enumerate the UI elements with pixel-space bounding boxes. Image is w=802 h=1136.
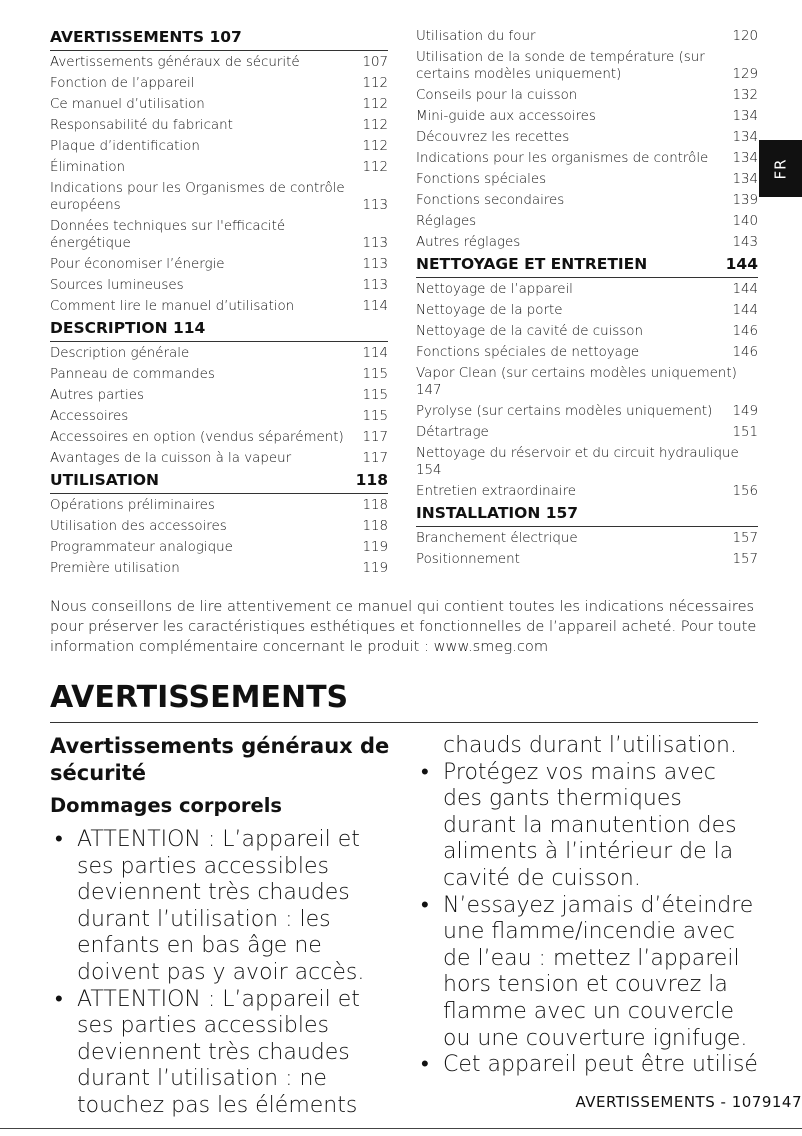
toc-section-heading[interactable] — [50, 471, 388, 494]
toc-entry[interactable] — [50, 298, 388, 315]
toc-entry-title: Avertissements généraux de sécurité — [50, 55, 300, 70]
toc-entry-title: Indications pour les Organismes de contrôle européens — [50, 181, 345, 213]
toc-entry[interactable] — [416, 551, 758, 568]
toc-entry-page: 134 — [732, 172, 758, 187]
toc-entry[interactable] — [50, 366, 388, 383]
toc-entry[interactable] — [50, 138, 388, 155]
toc-entry-page: 113 — [362, 198, 388, 213]
toc-entry-page: 144 — [732, 303, 758, 318]
warning-item: • Protégez vos mains avec des gants thermiques durant la manutention des aliments à l’intérieur de la cavité de cuisson. — [416, 760, 761, 893]
toc-section-heading[interactable] — [416, 504, 758, 527]
toc-entry-title: Indications pour les organismes de contrôle — [416, 151, 709, 166]
page-footer: AVERTISSEMENTS - 1079147 — [575, 1093, 802, 1111]
toc-entry-page: 112 — [362, 118, 388, 133]
toc-entry-page: 115 — [362, 367, 388, 382]
toc-entry-page: 112 — [362, 160, 388, 175]
toc-entry-page: 144 — [732, 282, 758, 297]
toc-entry-page: 129 — [732, 67, 758, 82]
toc-section-heading[interactable] — [416, 255, 758, 278]
language-tab-label: FR — [771, 157, 790, 180]
toc-entry-page: 132 — [732, 88, 758, 103]
toc-entry-page: 112 — [362, 139, 388, 154]
toc-entry-title: Utilisation du four — [416, 29, 536, 44]
toc-entry-title: Opérations préliminaires — [50, 498, 215, 513]
toc-entry[interactable] — [50, 180, 388, 214]
toc-entry-page: 119 — [362, 561, 388, 576]
bottom-divider — [0, 1128, 802, 1129]
toc-entry-page: 140 — [732, 214, 758, 229]
toc-entry-title: Accessoires en option (vendus séparément) — [50, 430, 344, 445]
toc-entry[interactable] — [50, 345, 388, 362]
toc-entry[interactable] — [416, 213, 758, 230]
toc-entry-page: 115 — [362, 388, 388, 403]
toc-section-heading[interactable] — [50, 28, 388, 51]
toc-entry-title: Panneau de commandes — [50, 367, 215, 382]
toc-entry-page: 149 — [732, 404, 758, 419]
toc-entry-title: Pour économiser l’énergie — [50, 257, 225, 272]
toc-entry[interactable] — [416, 302, 758, 319]
toc-entry-title: Utilisation de la sonde de température (sur certains modèles uniquement) — [416, 50, 705, 82]
toc-entry[interactable] — [416, 403, 758, 420]
toc-entry[interactable] — [416, 530, 758, 547]
toc-entry[interactable] — [416, 129, 758, 146]
toc-entry[interactable] — [50, 408, 388, 425]
toc-entry[interactable] — [50, 159, 388, 176]
toc-entry[interactable] — [50, 497, 388, 514]
toc-entry[interactable] — [50, 429, 388, 446]
toc-entry[interactable] — [50, 450, 388, 467]
toc-entry[interactable] — [50, 96, 388, 113]
toc-entry-page: 113 — [362, 257, 388, 272]
toc-section-title: AVERTISSEMENTS 107 — [50, 28, 242, 46]
intro-paragraph: Nous conseillons de lire attentivement ce manuel qui contient toutes les indications nécessaires pour préserver les caractéristiques esthétiques et fonctionnelles de l’appareil acheté. Pour toute information complémentaire concernant le produit : www.smeg.com — [50, 598, 757, 655]
warning-continuation: chauds durant l’utilisation. — [443, 733, 737, 758]
toc-entry[interactable] — [416, 483, 758, 500]
toc-entry-page: 115 — [362, 409, 388, 424]
toc-entry-title: Pyrolyse (sur certains modèles uniquement) — [416, 404, 713, 419]
toc-entry[interactable] — [416, 87, 758, 104]
toc-entry[interactable] — [416, 192, 758, 209]
toc-entry-title: Nettoyage de l’appareil — [416, 282, 573, 297]
toc-section-title: NETTOYAGE ET ENTRETIEN — [416, 255, 648, 273]
toc-entry-page: 143 — [732, 235, 758, 250]
language-tab — [759, 140, 802, 197]
section-heading: Avertissements généraux de sécurité — [50, 734, 390, 785]
toc-entry-title: Détartrage — [416, 425, 489, 440]
toc-entry-title: Accessoires — [50, 409, 129, 424]
toc-entry-page: 146 — [732, 324, 758, 339]
toc-entry-page: 119 — [362, 540, 388, 555]
toc-entry-title: Sources lumineuses — [50, 278, 184, 293]
toc-entry-title: Nettoyage du réservoir et du circuit hydraulique — [416, 446, 739, 461]
subsection-heading: Dommages corporels — [50, 794, 283, 817]
toc-section-page: 118 — [355, 471, 388, 489]
toc-entry-page: 117 — [362, 430, 388, 445]
toc-entry-title: Réglages — [416, 214, 477, 229]
toc-entry[interactable] — [50, 117, 388, 134]
toc-entry-page: 139 — [732, 193, 758, 208]
toc-section-heading[interactable] — [50, 319, 388, 342]
toc-entry-page: 154 — [416, 463, 442, 478]
toc-entry[interactable] — [416, 28, 758, 45]
toc-left-column — [50, 28, 388, 581]
toc-right-column — [416, 28, 758, 572]
toc-entry[interactable] — [416, 108, 758, 125]
toc-entry-page: 151 — [732, 425, 758, 440]
toc-section-title: DESCRIPTION 114 — [50, 319, 206, 337]
toc-entry-title: Entretien extraordinaire — [416, 484, 577, 499]
toc-entry[interactable] — [416, 365, 758, 399]
toc-entry-page: 118 — [362, 498, 388, 513]
toc-entry[interactable] — [416, 150, 758, 167]
toc-entry-title: Première utilisation — [50, 561, 180, 576]
toc-section-title: INSTALLATION 157 — [416, 504, 579, 522]
toc-entry[interactable] — [50, 75, 388, 92]
toc-entry-title: Vapor Clean (sur certains modèles uniquement) — [416, 366, 737, 381]
toc-entry-title: Mini-guide aux accessoires — [416, 109, 596, 124]
toc-entry[interactable] — [50, 256, 388, 273]
toc-entry-title: Programmateur analogique — [50, 540, 233, 555]
toc-entry[interactable] — [50, 54, 388, 71]
toc-entry-title: Description générale — [50, 346, 190, 361]
toc-entry-page: 118 — [362, 519, 388, 534]
toc-entry[interactable] — [50, 539, 388, 556]
warning-list — [50, 827, 395, 1120]
toc-entry-page: 134 — [732, 109, 758, 124]
toc-entry[interactable] — [416, 281, 758, 298]
toc-entry-title: Utilisation des accessoires — [50, 519, 227, 534]
toc-section-page: 144 — [725, 255, 758, 273]
toc-entry-page: 157 — [732, 552, 758, 567]
toc-entry-title: Autres parties — [50, 388, 144, 403]
toc-entry-page: 112 — [362, 97, 388, 112]
toc-entry-title: Branchement électrique — [416, 531, 578, 546]
toc-entry-page: 113 — [362, 236, 388, 251]
page-title: AVERTISSEMENTS — [50, 680, 758, 723]
toc-entry-page: 147 — [416, 383, 442, 398]
toc-entry[interactable] — [50, 518, 388, 535]
toc-entry-page: 107 — [362, 55, 388, 70]
toc-entry-title: Fonctions spéciales — [416, 172, 547, 187]
toc-entry-page: 114 — [362, 346, 388, 361]
warning-item: • Cet appareil peut être utilisé — [416, 1052, 761, 1079]
toc-entry-page: 134 — [732, 151, 758, 166]
toc-entry-page: 113 — [362, 278, 388, 293]
toc-entry[interactable] — [416, 424, 758, 441]
toc-entry-title: Données techniques sur l'efficacité énergétique — [50, 219, 286, 251]
toc-entry-title: Ce manuel d’utilisation — [50, 97, 205, 112]
toc-entry-page: 156 — [732, 484, 758, 499]
toc-entry-title: Fonction de l’appareil — [50, 76, 195, 91]
toc-entry-page: 146 — [732, 345, 758, 360]
toc-entry-page: 120 — [732, 29, 758, 44]
toc-entry[interactable] — [50, 277, 388, 294]
toc-entry-title: Nettoyage de la porte — [416, 303, 563, 318]
toc-entry-title: Découvrez les recettes — [416, 130, 570, 145]
toc-entry-page: 117 — [362, 451, 388, 466]
toc-entry-title: Conseils pour la cuisson — [416, 88, 578, 103]
warning-item: • ATTENTION : L’appareil et ses parties accessibles deviennent très chaudes durant l’utilisation : les enfants en bas âge ne doivent pas y avoir accès. — [50, 827, 395, 987]
toc-entry[interactable] — [50, 560, 388, 577]
toc-entry-page: 134 — [732, 130, 758, 145]
body-left-column — [50, 733, 395, 1120]
toc-entry-title: Avantages de la cuisson à la vapeur — [50, 451, 292, 466]
warning-item: • ATTENTION : L’appareil et ses parties accessibles deviennent très chaudes durant l’utilisation : ne touchez pas les éléments — [50, 987, 395, 1120]
toc-entry[interactable] — [416, 171, 758, 188]
toc-entry-title: Élimination — [50, 160, 126, 175]
toc-entry[interactable] — [50, 387, 388, 404]
toc-entry-page: 157 — [732, 531, 758, 546]
toc-entry[interactable] — [416, 344, 758, 361]
toc-entry-title: Comment lire le manuel d’utilisation — [50, 299, 295, 314]
toc-entry-title: Fonctions secondaires — [416, 193, 565, 208]
toc-entry-title: Fonctions spéciales de nettoyage — [416, 345, 640, 360]
toc-entry[interactable] — [416, 323, 758, 340]
toc-entry-title: Plaque d’identification — [50, 139, 200, 154]
warning-item: • N’essayez jamais d’éteindre une flamme/incendie avec de l’eau : mettez l’appareil hors tension et couvrez la flamme avec un couvercle ou une couverture ignifuge. — [416, 893, 761, 1053]
toc-entry[interactable] — [50, 218, 388, 252]
body-right-column — [416, 733, 761, 1079]
toc-entry-title: Nettoyage de la cavité de cuisson — [416, 324, 643, 339]
toc-entry[interactable] — [416, 445, 758, 479]
toc-section-title: UTILISATION — [50, 471, 160, 489]
toc-entry-title: Positionnement — [416, 552, 520, 567]
warning-list — [416, 760, 761, 1079]
toc-entry[interactable] — [416, 49, 758, 83]
toc-entry-page: 112 — [362, 76, 388, 91]
toc-entry[interactable] — [416, 234, 758, 251]
toc-entry-page: 114 — [362, 299, 388, 314]
toc-entry-title: Autres réglages — [416, 235, 521, 250]
toc-entry-title: Responsabilité du fabricant — [50, 118, 233, 133]
